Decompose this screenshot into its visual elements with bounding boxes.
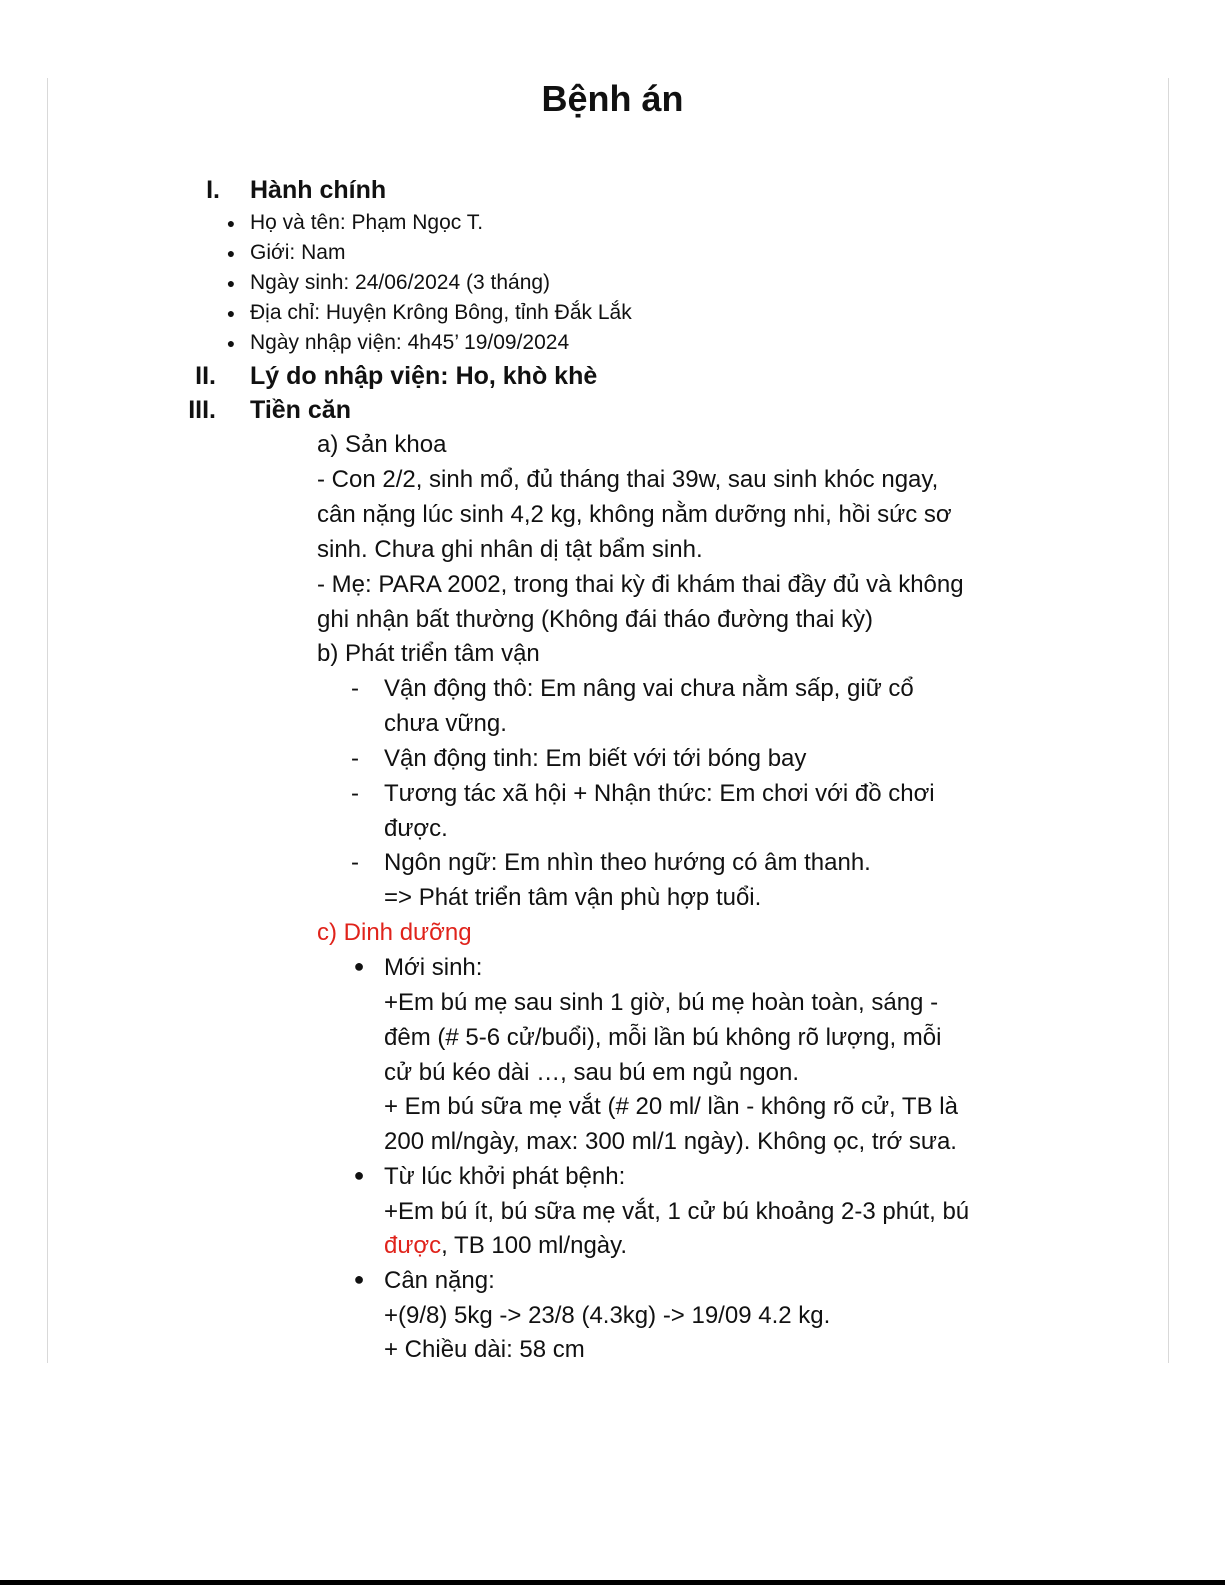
development-item: Tương tác xã hội + Nhận thức: Em chơi với đồ chơi [384,780,935,807]
weight-label: Cân nặng: [384,1267,495,1294]
onset-line-rest: , TB 100 ml/ngày. [441,1232,628,1259]
newborn-line: + Em bú sữa mẹ vắt (# 20 ml/ lần - không rõ cử, TB là [384,1093,958,1120]
document-title: Bệnh án [541,78,684,119]
development-item: Vận động thô: Em nâng vai chưa nằm sấp, giữ cổ [384,675,914,702]
obstetric-heading: a) Sản khoa [317,431,447,458]
development-item: được. [384,815,448,842]
obstetric-line: sinh. Chưa ghi nhân dị tật bẩm sinh. [317,536,703,563]
onset-line-2 [384,1232,627,1260]
newborn-line: 200 ml/ngày, max: 300 ml/1 ngày). Không ọc, trớ sưa. [384,1128,957,1155]
development-item: Vận động tinh: Em biết với tới bóng bay [384,745,807,772]
bullet-icon: ● [226,275,236,291]
length-line-cut: + Chiều dài: 58 cm [384,1336,585,1363]
bullet-icon: ● [226,335,236,351]
weight-line: +(9/8) 5kg -> 23/8 (4.3kg) -> 19/09 4.2 kg. [384,1302,831,1329]
dash-bullet: - [351,849,359,876]
obstetric-line: ghi nhận bất thường (Không đái tháo đường thai kỳ) [317,606,873,633]
newborn-line: đêm (# 5-6 cử/buổi), mỗi lần bú không rõ lượng, mỗi [384,1024,942,1051]
onset-label: Từ lúc khởi phát bệnh: [384,1163,626,1190]
development-item: Ngôn ngữ: Em nhìn theo hướng có âm thanh. [384,849,871,876]
bullet-icon: ● [226,305,236,321]
onset-highlight: được [384,1232,442,1259]
dash-bullet: - [351,745,359,772]
bullet-icon: ● [226,245,236,261]
section-1-number: I. [206,176,220,204]
onset-line: +Em bú ít, bú sữa mẹ vắt, 1 cử bú khoảng 2-3 phút, bú [384,1198,970,1225]
nutrition-heading: c) Dinh dưỡng [317,919,472,946]
bullet-icon: ● [226,215,236,231]
newborn-line: cử bú kéo dài …, sau bú em ngủ ngon. [384,1059,799,1086]
dash-bullet: - [351,780,359,807]
bullet-icon: ● [353,1165,365,1185]
obstetric-line: cân nặng lúc sinh 4,2 kg, không nằm dưỡng nhi, hồi sức sơ [317,501,952,528]
patient-dob: Ngày sinh: 24/06/2024 (3 tháng) [250,271,551,294]
bottom-border [0,1580,1225,1585]
newborn-line: +Em bú mẹ sau sinh 1 giờ, bú mẹ hoàn toàn, sáng - [384,989,939,1016]
bullet-icon: ● [353,956,365,976]
section-2-number: II. [195,362,216,390]
patient-gender: Giới: Nam [250,241,346,264]
patient-address: Địa chỉ: Huyện Krông Bông, tỉnh Đắk Lắk [250,301,632,324]
development-item: chưa vững. [384,710,507,737]
obstetric-line: - Mẹ: PARA 2002, trong thai kỳ đi khám thai đầy đủ và không [317,571,964,598]
admission-date: Ngày nhập viện: 4h45’ 19/09/2024 [250,331,570,354]
development-heading: b) Phát triển tâm vận [317,640,540,667]
obstetric-line: - Con 2/2, sinh mổ, đủ tháng thai 39w, sau sinh khóc ngay, [317,466,939,493]
section-1-title: Hành chính [250,176,387,204]
newborn-label: Mới sinh: [384,954,483,981]
bullet-icon: ● [353,1269,365,1289]
section-3-number: III. [188,396,216,424]
patient-name: Họ và tên: Phạm Ngọc T. [250,211,484,234]
dash-bullet: - [351,675,359,702]
section-3-title: Tiền căn [250,396,351,424]
development-conclusion: => Phát triển tâm vận phù hợp tuổi. [384,884,762,911]
section-2-title: Lý do nhập viện: Ho, khò khè [250,362,598,390]
